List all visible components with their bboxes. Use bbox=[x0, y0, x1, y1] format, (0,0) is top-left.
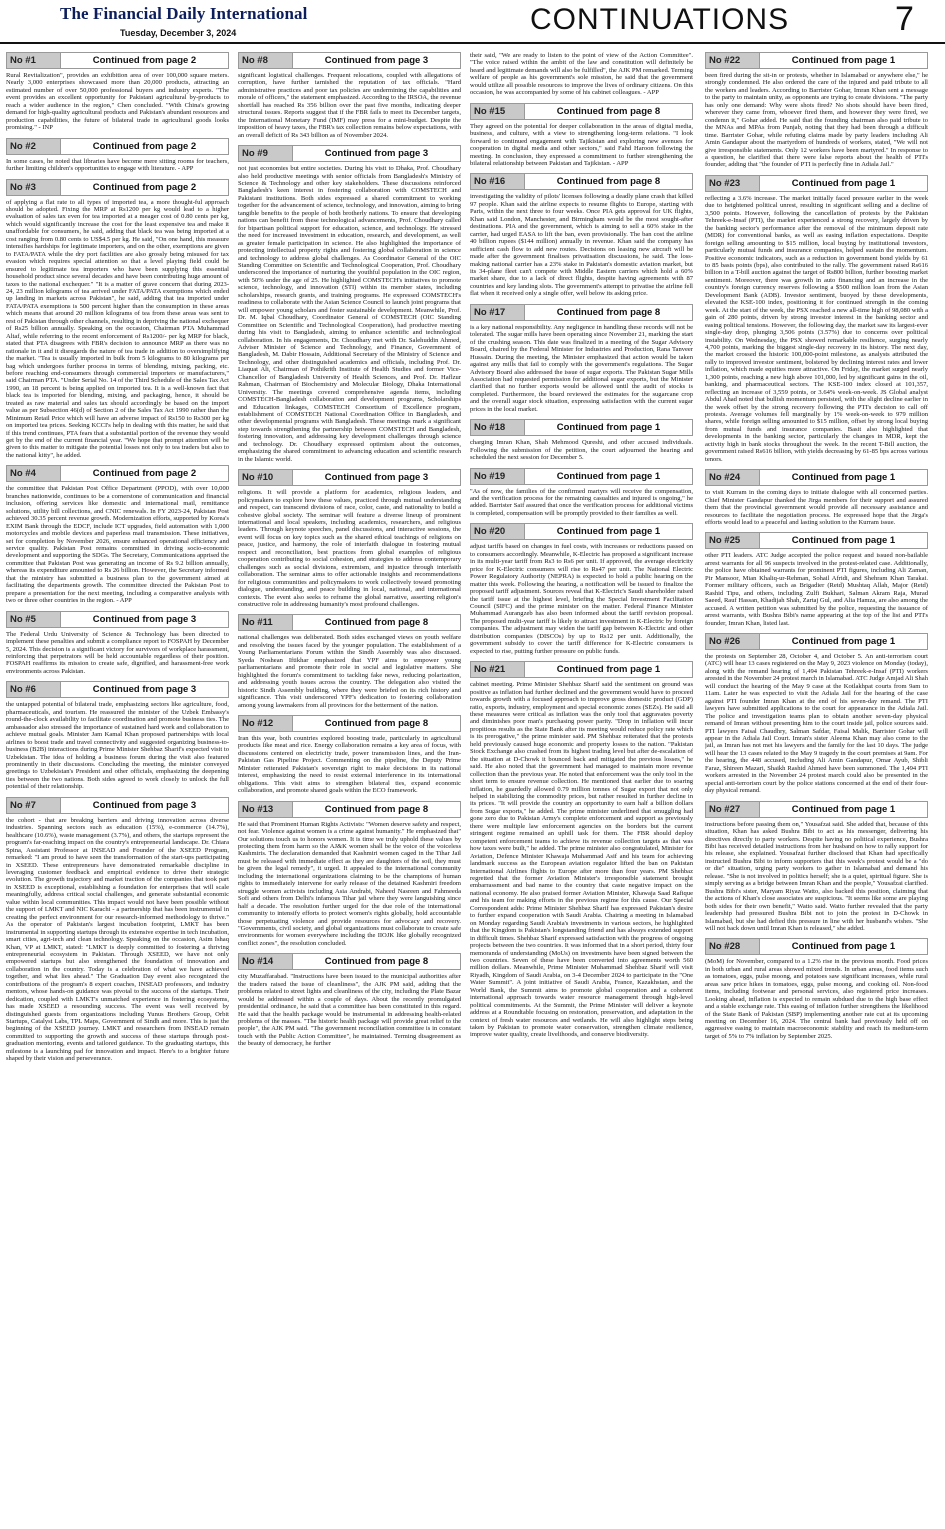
continuation-number: No #24 bbox=[706, 470, 760, 485]
continuation-number: No #6 bbox=[7, 682, 61, 697]
continuation-body: They agreed on the potential for deeper collaboration in the areas of digital media, business, and culture, with a view to strengthening long-term relations. "I look forward to continued engagement with Tajikistan and exploring new avenues for cooperation in digital media and other sectors," said Fahd Haroon following the meeting. In conclusion, they expressed a commitment to further strengthening the bilateral relationship between Pakistan and Tajikistan. - APP bbox=[470, 122, 693, 167]
continuation-number: No #12 bbox=[239, 716, 293, 731]
continuation-body: charging Imran Khan, Shah Mehmood Qureshi, and other accused individuals. Following the submission of the petition, the court adjourned the hearing and scheduled the next session for December 5. bbox=[470, 439, 693, 462]
continuation-body: cabinet meeting. Prime Minister Shehbaz Sharif said the sentiment on ground was positive as inflation had further declined and the government would have to proceed towards growth with a focused approach to improve gross domestic product (GDP) ratio, exports, industry, employment and special economic zones (SEZs). He said all these measures were critical as inflation was the only tool that aggravates poverty and diminishes poor man's purchasing power parity. "Drop in inflation will incur propitious results as the State Bank after its meeting would reduce policy rate which is its prerogative," the prime minister said. PM Shehbaz reiterated that the protests held previously caused huge economic and property losses to the nation. "Pakistan Stock Exchange also crashed from its highest trading level but after de-escalation of the situation at D-Chowk it bounced back and mitigated the previous losses," he said. He also noted that the government had managed to maintain more revenue collection than the previous year. He noted that enforcement was the only tool in the short term to ensure revenue collection. He mentioned that earlier due to soaring inflation, he guardedly allowed 0.79 million tonnes of Sugar export that not only helped in stabilizing the commodity prices, but rather resulted in further decline in its prices. "It will provide the country an opportunity to earn half a billion dollars from Sugar exports," he added. The prime minister underlined that smuggling had gone zero due to Pakistan Army's complete enforcement and support as previously there were multiple law enforcement agencies on the borders but the current stringent regime remained an uphill task for them. The FBR should deploy competent enforcement teams to achieve its revenue collection targets as that was how taxes were built," he added. The prime minister also congratulated, Minister for Aviation, Defence Minister Khawaja Muhammad Asif and his team for achieving landmark success as the European aviation regulator lifted the ban on Pakistan International Airlines flights to Europe after more than four years. PM Shehbaz regretted that the former Aviation Minister's irresponsible statement brought embarrassment and bad name to the country that caste negative impact on the national economy. He also praised former Aviation Minister, Khawaja Saad Rafique and his team for making efforts in the previous regime for this cause. Our Special Correspondent adds: Prime Minister Shehbaz Sharif has expressed Pakistan's desire to further expand cooperation with Saudi Arabia. Chairing a meeting in Islamabad on Monday regarding Saudi Arabia's investments in various sectors, he highlighted that the Kingdom is Pakistan's longstanding friend and has always extended support in difficult times. Shehbaz Sharif expressed satisfaction with the progress of ongoing projects between the two countries. It was informed that in a short period, thirty four memoranda of understanding (MoUs) on investments have been signed between the two countries. Seven of these have been converted into agreements worth 560 million dollars. Meanwhile, Prime Minister Muhammad Shehbaz Sharif will visit Riyadh, Kingdom of Saudi Arabia, on 3-4 December 2024 to participate in the "One Water Summit". A joint initiative of Saudi Arabia, France, Kazakhstan, and the World Bank, the Summit aims to promote global cooperation and a coherent international approach towards water resource management through high-level political commitments. At the Summit, the Prime Minister will deliver a keynote address at a Roundtable focusing on restoration, preservation, and adaptation in the context of fresh water resources and wetlands. He will also highlight steps being taken by Pakistan to promote water conservation, strengthen climate resilience, improve water quality, create livelihoods, and conserve biodiversity. bbox=[470, 681, 693, 1039]
continuation-body: the cohort - that are breaking barriers and driving innovation across diverse industries. Spanning sectors such as education (15%), e-commerce (14.7%), healthcare (10.6%), waste management (3.7%), and others, the startups represent the program's far-reaching impact on the country's entrepreneurial landscape. Dr. Chiara Spina, Assistant Professor at INSEAD and Founder of the XSEED Program, remarked: "I am proud to have seen the transformation of the start-ups participating in XSEED. These entrepreneurs have demonstrated remarkable discipline in leveraging customer feedback and empirical evidence to drive their strategic evolution. The growth trajectory and market traction of the companies that took part in XSEED is exceptional, establishing a foundation for enterprises that will scale meaningfully, address critical social challenges, and generate substantial economic value within local communities. This impact would not have been possible without the support of LMKT and NIC Karachi - a partnership that has been instrumental in creating the perfect environment for our research-informed methodology to thrive." As the operator of Pakistan's largest incubation footprint, LMKT has been instrumental in supporting startups through its extensive expertise in tech incubation, smart cities, agri-tech and clean technology. Speaking on the occasion, Asim Ishaq Khan, VP at LMKT, stated: "LMKT is deeply committed to fostering a thriving entrepreneurial ecosystem in Pakistan. Through XSEED, we have not only empowered startups but also strengthened the foundation of innovation and collaboration in the country. Today is a celebration of what we have achieved together, and what lies ahead." The Graduation Day event also recognized the contributions of the program's 8 expert coaches, INSEAD professors, and industry mentors, whose hands-on guidance was pivotal to the success of the startups. Their dedication, coupled with LMKT's unmatched experience in fostering ecosystems, has made XSEED a resounding success. The event was well received by distinguished guests from organizations including Yunus Brothers Group, Orbit Startups, Catalyst Labs, TPL Maps, Government of Sindh and more. This is just the beginning of the XSEED journey. LMKT and researchers from INSEAD remain committed to supporting the growth and success of these startups through post-graduation mentoring, events and tailored guidance. To the graduating startups, this milestone is a launching pad for innovation and impact. Here's to a brighter future shaped by their vision and perseverance. bbox=[6, 816, 229, 1063]
continuation-label: Continued from page 1 bbox=[760, 53, 927, 68]
continuation-header bbox=[6, 611, 229, 628]
continuation-header bbox=[705, 633, 928, 650]
continuation-header bbox=[470, 661, 693, 678]
continuation-label: Continued from page 3 bbox=[61, 682, 228, 697]
continuation-header bbox=[705, 469, 928, 486]
continuation-number: No #1 bbox=[7, 53, 61, 68]
continuation-label: Continued from page 1 bbox=[525, 420, 692, 435]
continuation-number: No #22 bbox=[706, 53, 760, 68]
continuation-header bbox=[238, 614, 461, 631]
continuation-number: No #8 bbox=[239, 53, 293, 68]
column-3 bbox=[470, 52, 693, 1522]
continuation-number: No #7 bbox=[7, 798, 61, 813]
continuation-header bbox=[238, 469, 461, 486]
continuation-article bbox=[470, 304, 693, 413]
continuation-body: "As of now, the families of the confirmed martyrs will receive the compensation, and the verification process for the remaining casualties and injured is ongoing," he added. Barrister Saif assured that once the verification process for additional victims is completed, compensation will be promptly provided to their families as well. bbox=[470, 487, 693, 517]
continuation-number: No #9 bbox=[239, 146, 293, 161]
continuation-header bbox=[6, 138, 229, 155]
continuation-article bbox=[238, 953, 461, 1048]
continuation-number: No #17 bbox=[471, 305, 525, 320]
continuation-number: No #18 bbox=[471, 420, 525, 435]
continuation-header bbox=[238, 953, 461, 970]
continuation-body: He said that Prominent Human Rights Activists: "Women deserve safety and respect, not fear. Violence against women is a crime against humanity." He emphasized that" Our solutions touch us to honors women. It is time we truly uphold these values by protecting them from harm so the AJ&K women shall be the voice of the voiceless Kashmiris. The declaration demanded that Kashmiri women caged in the Tihar Jail must be released with immediate effect as they are daughters of the soil, they must be given the legal remedy", it urged. It appealed to the international community including the international organizations claiming to be the champions of human rights to immediately intervene for early release of the detained Kashmiri freedom struggle women activists including Asia Andrabi, Naheed Nasreen and Fahmeeda Sofi and others from Delhi's infamous Tihar jail where they were languishing since half a decade. The resolution further urged for the due role of the international community to intensify efforts to protect women's rights globally, hold accountable those perpetuating violence and provide resources for advocacy and recovery. "Governments, civil society, and global organizations must collaborate to create safe environments for women everywhere including the IIOJK like globally recognized conflict zones", the resolution concluded. bbox=[238, 820, 461, 947]
continuation-number: No #13 bbox=[239, 802, 293, 817]
continuation-body: been fired during the sit-in or protests, whether in Islamabad or anywhere else," he strongly condemned. He also ordered the care of the injured and paid tribute to all the workers and leaders. According to Barrister Gohar, Imran Khan sent a message to the party to maintain unity, as opponents are trying to create divisions. "The party has only one demand: Why were shots fired? No shots should have been fired, wherever they came from, whoever fired them, and however they were fired, we condemn it," Gohar added. He said that the founding chairman also paid tribute to the MNAs and MPAs from Punjab, noting that they had been through a difficult time. Barrister Gohar, while refuting claims made by party leaders including Ali Amin Gandapur about the martyrdom of hundreds of workers, stated, "We will not give irresponsible statements. Only 12 workers have been martyred." In response to a question, he clarified that there were false reports about the health of PTI's founder, adding that "the founder of PTI is perfectly fine in Adiala Jail." bbox=[705, 72, 928, 169]
continuation-article bbox=[470, 523, 693, 655]
continuation-header bbox=[238, 145, 461, 162]
continuation-article bbox=[470, 173, 693, 297]
continuation-label: Continued from page 3 bbox=[293, 470, 460, 485]
continuation-body: In some cases, he noted that libraries have become mere sitting rooms for teachers, further limiting children's opportunities to engage with literature. - APP bbox=[6, 157, 229, 173]
continuation-article bbox=[470, 52, 693, 97]
continuation-body: other PTI leaders. ATC Judge accepted the police request and issued non-bailable arrest warrants for all 96 suspects involved in the protest-related case. Additionally, the police have obtained warrants for prominent PTI figures, including Ali Zaman, Pir Mansoor, Mian Khaliq-ur-Rehman, Sohail Afridi, and Shehram Khan Tarakai. Former military officers, such as Brigadier (Retd) Mushtaq Allah, Major (Retd) Rashid Tipu, and others, including Zulfi Bukhari, Salman Akram Raja, Murad Saeed, Rauf Hassan, Khadijah Shah, Zartaj Gul, and Alia Hamza, are also among the accused. A written petition was submitted by the police, requesting the issuance of arrest warrants, with Bushra Bibi's name appearing at the top of the list and PTI's founder, Imran Khan, listed last. bbox=[705, 552, 928, 627]
continuation-body: significant logistical challenges. Frequent relocations, coupled with allegations of corruption, have further tarnished the reputation of tax officials. "Hard administrative practices and poor tax policies are undermining the capabilities and morale of officers," the statement emphasized. According to the IRSOA, the revenue shortfall has reached Rs 356 billion over the past five months, indicating deeper structural issues. Reports suggest that if the FBR fails to meet its December targets, the International Monetary Fund (IMF) may press for a mini-budget. Despite the imposition of heavy taxes, the FBR's tax collection remains below expectations, with an overall deficit of Rs 343 billion as of November 2024. bbox=[238, 72, 461, 139]
continuation-article bbox=[238, 469, 461, 608]
continuation-header bbox=[705, 938, 928, 955]
continuation-header bbox=[238, 52, 461, 69]
continuation-header bbox=[238, 715, 461, 732]
continuation-header bbox=[705, 532, 928, 549]
continuation-article bbox=[6, 179, 229, 460]
continuation-body: The Federal Urdu University of Science & Technology has been directed to implement these penalties and submit a compliance report to FOSPAH by December 5, 2024. This decision is a significant victory for survivors of workplace harassment, reinforcing that perpetrators will be held accountable regardless of their position. FOSPAH reaffirms its mission to create safe, dignified, and harassment-free work environments across Pakistan. bbox=[6, 630, 229, 675]
continuation-number: No #20 bbox=[471, 524, 525, 539]
publication-date: Tuesday, December 3, 2024 bbox=[120, 28, 237, 38]
continuation-body: city Muzaffarabad. "Instructions have been issued to the municipal authorities after the traders raised the issue of cleanliness", the AJK PM said, adding that the problems related to street lights and cleanliness of the city, including the Plate Bazar would be addressed within a couple of days. About the recently promulgated presidential ordinance, he said that a committee has been constituted in this regard. He said that the health package would be instrumental in addressing health-related problems of the masses. "The historic health package will provide great relief to the people", the AJK PM said. "The government reconciliation committee is in constant touch with the Public Action Committee", he maintained. Terming disagreement as the beauty of democracy, he further bbox=[238, 973, 461, 1048]
continuation-label: Continued from page 1 bbox=[525, 469, 692, 484]
continuation-article bbox=[705, 175, 928, 463]
continuation-label: Continued from page 2 bbox=[61, 139, 228, 154]
continuation-number: No #19 bbox=[471, 469, 525, 484]
continuation-article bbox=[470, 103, 693, 168]
continuation-article bbox=[6, 138, 229, 173]
continuation-number: No #10 bbox=[239, 470, 293, 485]
continuation-body: (MoM) for November, compared to a 1.2% rise in the previous month. Food prices in both urban and rural areas showed mixed trends. In urban areas, food items such as tomatoes, eggs, pulse moong, and potatoes saw significant increases, while rural areas saw price hikes in tomatoes, eggs, pulse moong, and cooking oil. Non-food items, including footwear and personal services, also registered price increases. Looking ahead, inflation is expected to remain subdued due to the high base effect and a stable exchange rate. This easing of inflation further strengthens the likelihood of the State Bank of Pakistan (SBP) implementing another rate cut at its upcoming meeting on December 16, 2024. The central bank had previously held off on aggressive easing to maintain macroeconomic stability and reach its medium-term target of 5% to 7% inflation by September 2025. bbox=[705, 958, 928, 1040]
continuation-header bbox=[6, 797, 229, 814]
continuation-article bbox=[470, 419, 693, 461]
continuation-header bbox=[705, 801, 928, 818]
continuation-article bbox=[705, 469, 928, 526]
section-title: CONTINUATIONS bbox=[530, 3, 790, 36]
continuation-label: Continued from page 1 bbox=[760, 939, 927, 954]
masthead bbox=[0, 0, 945, 44]
paper-name: The Financial Daily International bbox=[60, 4, 308, 23]
continuation-body: national challenges was deliberated. Both sides exchanged views on youth welfare and resolving the issues faced by the younger population. The establishment of a Young Parliamentarians Forum within the Sindh Assembly was also discussed. Syeda Noshean Iftikhar emphasized that YPF aims to empower young parliamentarians and promote their role in social and legislative matters. She highlighted the forum's commitment to tackling fake news, reducing polarization, and addressing youth issues across the country. The delegation also visited the historic Sindh Assembly building, where they were briefed on its rich history and significance. This visit underscored YPF's dedication to fostering collaboration among young lawmakers from all provinces for the betterment of the nation. bbox=[238, 634, 461, 709]
continuation-article bbox=[6, 52, 229, 132]
continuation-body: not just economies but entire societies. During his visit to Dhaka, Prof. Choudhary also held productive meetings with senior officials from Bangladesh's Ministry of Science & Technology and other key stakeholders. These discussions reinforced Bangladesh's keen interest in fostering collaboration with COMSTECH and Pakistani institutions. Both sides expressed a shared commitment to working together for the advancement of science, technology, and innovation, aiming to bring tangible benefits to the people of both brotherly nations. To ensure that developing nations can benefit from these technological advancements, Prof. Choudhary called for bipartisan political support for education, science, and technology. He stressed the need for increased investment in education, research, and development, as well as greater female participation in science. He also highlighted the importance of protecting intellectual property rights and fostering global collaboration in science and technology to address global challenges. As Coordinator General of the OIC Standing Committee on Scientific and Technological Cooperation, Prof. Choudhary underscored the importance of nurturing the youthful population in the OIC region, with 50% under the age of 25. He highlighted COMSTECH's initiatives to promote science, technology, and innovation (STI) within its member states, including scholarships, research grants, and training programs. He expressed COMSTECH's readiness to collaborate with the Asian Science Council to launch joint programs that will empower young scholars and foster sustainable development. Meanwhile, Prof. Dr. M. Iqbal Choudhary, Coordinator General of COMSTECH (OIC Standing Committee on Scientific and Technological Cooperation), had productive meeting during his visit to Bangladesh, aiming to enhance scientific and technological collaboration. In his engagements, Dr. Choudhary met with Dr. Salehuddin Ahmed, Adviser Minister of Science and Technology, and Finance, Government of Bangladesh, M. Dabir Hossain, Additional Secretary of the Ministry of Science and Technology, and other distinguished academics and officials, including Prof. Dr. Liaquat Ali, Chairman of Pothikrith Institute of Health Studies and former Vice-Chancellor of Bangladesh University of Health Sciences, and Prof. Dr. Haflzur Rahman, Chairman of Biochemistry and Molecular Biology, Dhaka International University. The meetings covered comprehensive agenda items, including COMSTECH-Bangladesh collaboration and development programs, Scholarships and Education linkages, COMSTECH Consortium of Excellence program, establishment of COMSTECH National Coordination Office in Bangladesh, and other developmental programs with Bangladesh. These meetings mark a significant step towards strengthening the partnership between COMSTECH and Bangladesh, fostering innovation, and addressing key development challenges through science and technology. Dr. Choudhary expressed optimism about the outcomes, emphasizing the shared commitment to advancing education and scientific research in the Islamic world. bbox=[238, 165, 461, 463]
continuation-label: Continued from page 3 bbox=[61, 798, 228, 813]
continuation-label: Continued from page 8 bbox=[293, 615, 460, 630]
continuation-label: Continued from page 8 bbox=[293, 802, 460, 817]
continuation-number: No #14 bbox=[239, 954, 293, 969]
continuation-header bbox=[470, 173, 693, 190]
continuation-number: No #5 bbox=[7, 612, 61, 627]
continuation-number: No #11 bbox=[239, 615, 293, 630]
continuation-number: No #26 bbox=[706, 634, 760, 649]
continuation-body: to visit Kurram in the coming days to initiate dialogue with all concerned parties. Chief Minister Gandapur thanked the Jirga members for their support and assured them that the provincial government would provide all necessary assistance and resources to facilitate the negotiation process. He expressed hope that the Jirga's efforts would lead to a peaceful and lasting solution to the Kurram issue. bbox=[705, 489, 928, 527]
page-number: 7 bbox=[895, 0, 914, 38]
continuation-article bbox=[705, 52, 928, 169]
continuation-body: reflecting a 3.6% increase. The market initially faced pressure earlier in the week due to heightened political unrest, resulting in significant selling and a decline of 3,500 points. However, following the cancellation of protests by the Pakistan Tehreek-e-Insaf (PTI), the market experienced a strong recovery, largely driven by the banking sector's performance after the removal of the minimum deposit rate (MDR) for conventional banks, as well as easing inflation expectations. Despite foreign selling amounting to $15 million, local buying by institutional investors, particularly mutual funds and insurance companies, helped sustain the momentum. Positive economic indicators, such as a reduction in government bond yields by 61 to 85 basis points (bps), also contributed to the rally. The government raised Rs616 billion in a T-bill auction against the target of Rs800 billion, further boosting market sentiment. Moreover, there was growth in auto financing and an increase in the country's foreign currency reserves following a $500 million loan from the Asian Development Bank (ADB). Investor sentiment, buoyed by these developments, elevated the KSE-100 index, positioning it for continued strength in the coming week. At the start of the week, the PSX reached a new all-time high of 98,080 with a gain of 280 points, driven by strong investor interest in the banking sector and easing political tensions. However, the following day, the market saw its largest-ever single-day drop, plunging 3,506 points (3.57%) due to concerns over political instability. On Wednesday, the PSX showed remarkable resilience, surging nearly 4,700 points, marking the biggest single-day recovery in its history. The next day, the market crossed the historic 100,000-point milestone, as analysts attributed the rally to improved investor sentiment, bolstered by declining interest rates and lower inflation, which made equities more attractive. On Friday, the market surged nearly 1,300 points, reaching a new high above 101,000, led by significant gains in the oil, banking, and pharmaceutical sectors. The KSE-100 index closed at 101,357, reflecting an increase of 3,559 points, or 3.64% week-on-week. JS Global analyst Abdul Ahad noted that bullish momentum persisted, with the slight decline earlier in the week offset by the strong recovery following the PTI's decision to call off protests. Average volumes fell marginally by 1% week-on-week to 979 million shares, while foreign selling amounted to $15 million, offset by strong local buying from mutual funds and insurance companies. Basit also highlighted that developments in the banking sector, particularly the changes in MDR, kept the activity high in bank stocks throughout the week. In the recent T-Bill auction, the government raised Rs616 billion, with yields decreasing by 61-85 bps across various tenors. bbox=[705, 194, 928, 463]
continuation-body: the committee that Pakistan Post Office Department (PPOD), with over 10,000 branches nationwide, continues to be a cornerstone of communication and financial inclusion, offering services like domestic and international mail, remittance solutions, utility bill collections, and CNIC renewals. In FY 2023-24, Pakistan Post achieved 30.35 percent revenue growth. Modernization efforts, supported by Korea's EXIM Bank through the EDCF, include ICT upgrades, field automation with 1,000 motorcycles and mobile devices and paperless mail transmission. These initiatives, set for completion by November 2026, ensure enhanced operational efficiency and service quality. Pakistan Post remains committed in driving socio-economic development and supporting the SDGs. The Secretary, Communications apprised the committee that Pakistan Post was generating an income of Rs 9.2 billion annually, whereas its expenditure amounted to Rs 26 billion. However, the Secretary informed that the ministry has submitted a business plan to the government aimed at facilitating the departments growth. The committee directed the Pakistan Post to prepare a presentation for the next meeting, including a comparative analysis with two or three other countries in the region. - APP bbox=[6, 485, 229, 605]
continuation-number: No #4 bbox=[7, 466, 61, 481]
continuation-label: Continued from page 2 bbox=[61, 466, 228, 481]
continuation-number: No #25 bbox=[706, 533, 760, 548]
continuation-body: their said, "We are ready to listen to the point of view of the Action Committee". "The voice raised within the ambit of the law and constitution will definitely be heard and legitimate demands will also be fulfilled", the AJK PM remarked. Terming welfare of people as his government's sole mission, he said that the government would utilize all possible resources to improve the lives of ordinary citizens. On this occasion, he was accompanied by some of his cabinet colleagues. - APP bbox=[470, 52, 693, 97]
continuation-number: No #16 bbox=[471, 174, 525, 189]
continuation-label: Continued from page 1 bbox=[760, 176, 927, 191]
continuation-number: No #2 bbox=[7, 139, 61, 154]
continuation-header bbox=[470, 468, 693, 485]
continuation-body: religions. It will provide a platform for academics, religious leaders, and policymakers to explore how these values, practiced through mutual understanding and respect, can transcend divisions of race, color, caste, and nationality to build a cohesive global society. The seminar will feature a diverse lineup of prominent international and local speakers, including academics, researchers, and religious leaders. Through keynote speeches, panel discussions, and interactive sessions, the event will focus on key topics such as the shared ethical teachings of religions on peace, justice, and harmony, the role of interfaith dialogue in fostering mutual respect and reconciliation, best practices from global examples of religious cooperation contributing to social cohesion, and strategies to address contemporary challenges such as social divisions, extremism, and injustice through interfaith collaboration. The seminar aims to offer actionable insights and recommendations for religious communities and policymakers to work collectively toward promoting dialogue, understanding, and peace building in local, national, and international contexts. The event also seeks to reframe the global narrative, asserting religion's constructive role in addressing humanity's most profound challenges. bbox=[238, 489, 461, 608]
continuation-article bbox=[6, 681, 229, 790]
continuation-number: No #3 bbox=[7, 180, 61, 195]
continuation-header bbox=[470, 103, 693, 120]
continuation-header bbox=[6, 465, 229, 482]
continuation-header bbox=[470, 304, 693, 321]
continuation-label: Continued from page 2 bbox=[61, 53, 228, 68]
continuation-header bbox=[705, 175, 928, 192]
continuation-number: No #23 bbox=[706, 176, 760, 191]
continuation-body: is a key national responsibility. Any negligence in handling these records will not be tolerated. The sugar mills have been operating since November 21, marking the start of the crushing season. This date was finalized in a meeting of the Sugar Advisory Board, chaired by the Federal Minister for Industries and Production, Rana Tanveer Hussain. During the meeting, the Minister emphasized that action would be taken against any mills that fail to comply with the government's regulations. The Sugar Advisory Board also addressed the issue of sugar exports. The Pakistan Sugar Mills Association had requested permission for additional sugar exports, but the Minister clarified that no further exports would be allowed until the audit of stocks is completed. Furthermore, the board reviewed the estimates for the sugarcane crop and the overall sugar stock situation, expressing satisfaction with the current sugar prices in the local market. bbox=[470, 323, 693, 413]
column-4 bbox=[705, 52, 928, 1522]
continuation-header bbox=[6, 52, 229, 69]
continuation-label: Continued from page 8 bbox=[525, 305, 692, 320]
continuation-label: Continued from page 1 bbox=[525, 662, 692, 677]
continuation-label: Continued from page 3 bbox=[61, 612, 228, 627]
continuation-header bbox=[238, 801, 461, 818]
continuation-article bbox=[705, 633, 928, 795]
continuation-header bbox=[470, 523, 693, 540]
continuation-article bbox=[470, 468, 693, 518]
continuation-body: the protests on September 28, October 4, and October 5. An anti-terrorism court (ATC) will hear 13 cases registered on the May 9, 2023 violence on Monday (today), along with the remand hearing of 1,494 Pakistan Tehreek-e-Insaf (PTI) workers arrested in the November 24 protest march in Islamabad. ATC Judge Amjad Ali Shah will conduct the hearing of the May 9 case at the Kotlakhpat courts from 9am to 11am. Later he was expected to visit the Adiala Jail for the hearing of the case against PTI founder Imran Khan at the end of his seven-day remand. The PTI lawyers have submitted applications to the court for appearance in the Adiala Jail. The police and investigation teams plan to obtain another seven-day physical remand of Imran without presenting him to the court inside jail, police sources said. PTI lawyers Faisal Chaudhry, Salman Safdar, Faisal Malik, Barrister Gohar will appear in the Adiala Jail Court. Imran's sister Aleema Khan may also come to the jail, as Imran has not met his lawyers and the family for the last 10 days. The judge will hear the 13 cases related to the May 9 tragedy in the court premises at 9am. For the hearing, the 448 accused, including Ali Amin Gandapur, Omar Ayub, Shibli Faraz, Shireen Mazari, Shaikh Rashid Ahmed have been summoned. The 1,494 PTI workers arrested in the November 24 protest march could also be presented in the special anti-terrorism court by the police stations concerned at the end of their four-day physical remand. bbox=[705, 653, 928, 795]
continuation-article bbox=[705, 532, 928, 627]
continuation-header bbox=[6, 681, 229, 698]
continuation-body: instructions before passing them on," Yousafzai said. She added that, because of this situation, Khan has asked Bushra Bibi to act as his messenger, delivering his directives directly to party workers. Despite having no political experience, Bushra Bibi has received detailed instructions from her husband on how to rally support for his release, she explained. Yousafzai further disclosed that Khan had specifically instructed Bushra Bibi to inform supporters that this week's protest would be a "do or die" situation, urging party workers to gather in Islamabad and demand his release. "She is not involved in politics herself; she is a quiet, spiritual figure. She is simply serving as a bridge between Imran Khan and the people," Yousafzai clarified. Bushra Bibi's sister, Maryam Riyaz Watto, also backed this position, claiming that the actions of Khan's close associates are suspicious. "It seems like some are playing both sides for their own benefit," Watto said. Watto further revealed that the party leadership had pressured Bushra Bibi not to join the protest in D-Chowk in Islamabad, but she had defied this pressure in line with her husband's wishes. "She will not back down until Imran Khan is released," she added. bbox=[705, 820, 928, 932]
continuation-label: Continued from page 1 bbox=[760, 533, 927, 548]
continuation-label: Continued from page 8 bbox=[293, 954, 460, 969]
continuation-label: Continued from page 3 bbox=[293, 53, 460, 68]
column-2 bbox=[238, 52, 461, 1522]
continuation-article bbox=[238, 715, 461, 795]
continuation-number: No #28 bbox=[706, 939, 760, 954]
continuation-article bbox=[238, 52, 461, 139]
continuation-label: Continued from page 3 bbox=[293, 146, 460, 161]
continuation-label: Continued from page 8 bbox=[293, 716, 460, 731]
continuation-body: Iran this year, both countries explored boosting trade, particularly in agricultural products like meat and rice. Energy collaboration remains a key area of focus, with discussions centered on electricity trade, power transmission lines, and the Iran-Pakistan Gas Pipeline Project. Commenting on the pipeline, the Deputy Prime Minister reiterated Pakistan's sovereign right to make decisions in its national interest, emphasizing the need to resist external interference in its international obligations. This visit aims to strengthen bilateral ties, expand economic collaboration, and promote shared goals within the ECO framework. bbox=[238, 734, 461, 795]
continuation-number: No #27 bbox=[706, 802, 760, 817]
continuation-label: Continued from page 1 bbox=[760, 802, 927, 817]
continuation-body: the untapped potential of bilateral trade, emphasizing sectors like agriculture, food, pharmaceuticals, and tourism. He reassured the minister of the Uzbek Embassy's round-the-clock availability to facilitate coordination and promote business ties. The ambassador also stressed the importance of sustained hard work and collaboration to achieve mutual goals. Minister Jam Kamal Khan proposed partnerships with local airlines to boost trade and travel connectivity and suggested organizing business-to-business (B2B) interactions during Prime Minister Shehbaz Sharif's expected visit to Uzbekistan. The idea of holding a business forum during the visit also featured prominently in their discussions. Concluding the meeting, the minister conveyed greetings to Uzbekistan's President and other officials, emphasizing the deepening ties between the two nations. Both sides agreed to work closely to unlock the full potential of their relationship. bbox=[6, 701, 229, 791]
continuation-body: adjust tariffs based on changes in fuel costs, with increases or reductions passed on to consumers accordingly. Meanwhile, K-Electric has proposed a significant increase in its multi-year tariff from Rs3 to Rs6 per unit. If approved, the average electricity price for K-Electric consumers will rise to Rs47 per unit. The National Electric Power Regulatory Authority (NEPRA) is expected to hold a public hearing on the matter this week. Following the hearing, a notification will be issued to finalize the proposed tariff adjustment. Sources reveal that K-Electric's Saudi shareholder raised the tariff issue at the highest level, briefing the Special Investment Facilitation Council (SIFC) and the prime minister on the matter. Federal Finance Minister Muhammad Aurangzeb has also been informed about the tariff revision proposal. The proposed multi-year tariff is likely to attract investment in K-Electric by foreign companies. The adjustment may widen the tariff gap between K-Electric and other distribution companies (DISCOs) by up to Rs12 per unit. Additionally, the government subsidy to cover the tariff difference for K-Electric consumers is expected to rise, putting further pressure on public funds. bbox=[470, 543, 693, 655]
continuation-article bbox=[705, 938, 928, 1040]
continuation-article bbox=[470, 661, 693, 1039]
continuation-article bbox=[6, 797, 229, 1063]
continuation-label: Continued from page 1 bbox=[760, 470, 927, 485]
continuation-article bbox=[238, 145, 461, 463]
continuation-body: Rural Revitalization", provides an exhibition area of over 100,000 square meters. Nearly 3,000 enterprises showcased more than 20,000 products, attracting an estimated number of over 50,000 professional buyers and industry experts. "The event provides an excellent opportunity for Pakistani agricultural by-products to reach a wider audience in the region," Chen concluded. "With China's growing demand for high-quality agricultural products and Pakistan's abundant resources and production capabilities, the future of bilateral trade in agricultural goods looks promising." - INP bbox=[6, 72, 229, 132]
continuation-article bbox=[6, 611, 229, 676]
continuation-article bbox=[705, 801, 928, 933]
continuation-label: Continued from page 1 bbox=[760, 634, 927, 649]
column-1 bbox=[6, 52, 229, 1522]
continuation-article bbox=[238, 614, 461, 709]
continuation-header bbox=[6, 179, 229, 196]
continuation-label: Continued from page 1 bbox=[525, 524, 692, 539]
continuation-body: of applying a flat rate to all types of imported tea, a more thought-ful approach should be adopted. Fixing the MRP at Rs1200 per kg would lead to a higher evaluation of sales tax even for tea imported at a meager cost of 0.80 cents per kg, which would significantly increase the cost for the least expensive tea and make it unaffordable for consumers, he said, adding that black tea was being imported at a cost ranging from 0.80 cents to US$4.5 per kg. He said, "On one hand, this measure intensifies hardships for legitimate importers, and on the other, exemptions are given to FATA/PATA while the dry port facilities are also grossly being misused for tax evasion which requires special attention so that a level playing field could be ensured to legitimate tea importers who have been supplying this essential household product since several decades and have been contributing huge amount of taxes to the national exchequer." "It is a matter of grave concern that during 2023-24, 23 million kilograms of tea arrived under FATA/PATA exemptions which ended up landing in markets across Pakistan", he said, adding that tea imported under FATA/PATA exemptions is 500 percent higher than the consumption in these areas which means that around 20 million kilograms of tea from these areas was sent to rest of Pakistan through other channels, resulting in depriving the national exchequer of Rs25 billion annually. Speaking on the occasion, Chairman PTA Muhammad Altaf, while referring to the recent enforcement of Rs1200/- per kg MRP for black, stated that PTA disagrees with FBR's decision to announce MRP as there was no rationale in it and it disregards the nature of tea trade in addition to oversimplifying the market. "Tea is usually imported in bulk from 5 kilograms to 80 kilograms per bag which undergoes further process in terms of blending, mixing, packing, etc. before reaching end-consumers through commercial importers or manufacturers," said Chairman PTA. "Under Serial No. 14 of the Third Schedule of the Sales Tax Act 1990, an 18 percent is being applied on imported tea. It is a well-known fact that black tea is imported for blending, mixing, and packaging, hence, it should be treated as raw material and sales tax should accordingly be based on the import value as per Subsection 46(d) of Section 2 of the Sales Tax Act 1990 rather than the Minimum Retail Price which will have an adverse impact of Rs150 to Rs300 per kg on imported tea prices. Seeking KCCI's help in dealing with this matter, he said that if this trend continues, PTA fears that a substantial portion of the revenue they would get by the end of the current financial year. "We hope that prompt attention will be given to this matter to mitigate the potential losses not only to tea traders but also to the national kitty", he added. bbox=[6, 198, 229, 459]
continuation-label: Continued from page 2 bbox=[61, 180, 228, 195]
continuation-label: Continued from page 8 bbox=[525, 174, 692, 189]
continuation-article bbox=[238, 801, 461, 948]
continuation-header bbox=[705, 52, 928, 69]
continuation-article bbox=[6, 465, 229, 604]
continuation-header bbox=[470, 419, 693, 436]
continuation-number: No #15 bbox=[471, 104, 525, 119]
continuation-number: No #21 bbox=[471, 662, 525, 677]
continuation-label: Continued from page 8 bbox=[525, 104, 692, 119]
continuation-body: investigating the validity of pilots' licenses following a deadly plane crash that killed 97 people. Khan said the airline expects to resume flights to Europe, starting with Paris, within the next three to four weeks. Once PIA gets approval for UK flights, Khan said London, Manchester, and Birmingham would be the most sought-after destinations. PIA and the government, which is aiming to sell a 60% stake in the carrier, had urged EASA to lift the ban, even provisionally. The ban cost the airline 40 billion rupees ($144 million) annually in revenue. Khan said the company has sufficient cash flow to add new routes. Decisions on leasing new aircraft will be made after the government finalises privatisation discussions, he said. The loss-making national carrier has a 23% stake in Pakistan's domestic aviation market, but its 34-plane fleet can't compete with Middle Eastern carriers which hold a 60% market share, due to a lack of direct flights, despite having agreements with 87 countries and key landing slots. The government's attempt to privatise the airline fell flat when it received only a single offer, well below its asking price. bbox=[470, 193, 693, 298]
